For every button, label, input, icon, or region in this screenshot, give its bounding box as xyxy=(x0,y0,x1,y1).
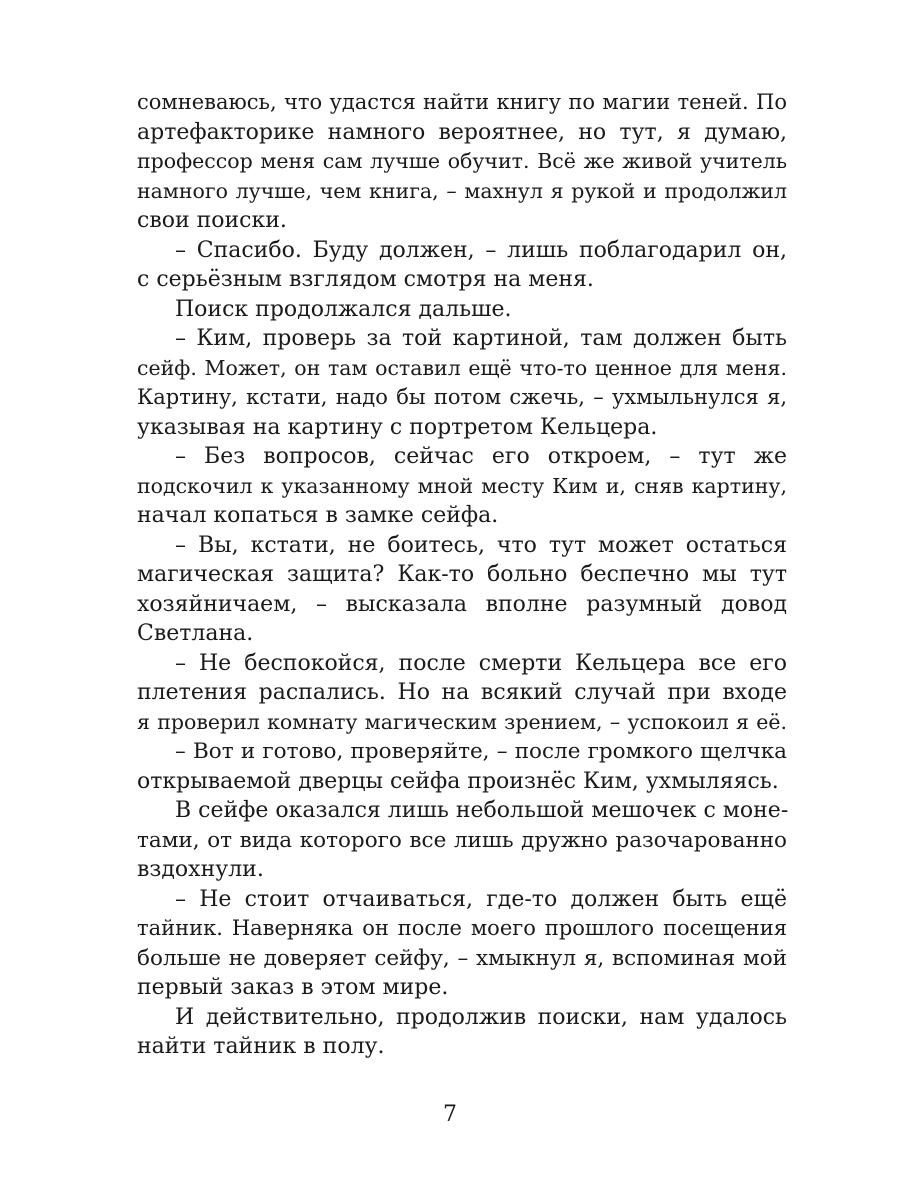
text-line: – Без вопросов, сейчас его откроем, – тут же xyxy=(175,444,787,469)
text-line: намного лучше, чем книга, – махнул я рукой и продолжил xyxy=(137,178,787,203)
text-line: с серьёзным взглядом смотря на меня. xyxy=(137,267,594,292)
text-line: Светлана. xyxy=(137,621,254,646)
text-line: плетения распались. Но на всякий случай при входе xyxy=(137,680,787,705)
text-line: Картину, кстати, надо бы потом сжечь, – ухмыльнулся я, xyxy=(137,385,787,409)
text-line: тами, от вида которого все лишь дружно разочарованно xyxy=(137,827,787,853)
text-line: магическая защита? Как-то больно беспечно мы тут xyxy=(137,562,787,587)
text-line: я проверил комнату магическим зрением, – успокоил я её. xyxy=(137,709,787,734)
text-line: И действительно, продолжив поиски, нам удалось xyxy=(175,1004,787,1030)
text-line: тайник. Наверняка он после моего прошлого посещения xyxy=(137,916,787,940)
text-line: – Ким, проверь за той картиной, там должен быть xyxy=(175,326,787,351)
text-line: найти тайник в полу. xyxy=(137,1034,385,1059)
text-line: – Не стоит отчаиваться, где-то должен быть ещё xyxy=(175,886,787,912)
text-line: больше не доверяет сейфу, – хмыкнул я, вспоминая мой xyxy=(137,945,787,971)
text-line: начал копаться в замке сейфа. xyxy=(137,503,499,528)
text-line: Поиск продолжался дальше. xyxy=(175,296,512,322)
text-line: – Вы, кстати, не боитесь, что тут может остаться xyxy=(175,532,787,558)
text-line: В сейфе оказался лишь небольшой мешочек с моне- xyxy=(175,798,789,823)
text-line: – Спасибо. Буду должен, – лишь поблагодарил он, xyxy=(175,237,787,263)
text-line: сомневаюсь, что удастся найти книгу по магии теней. По xyxy=(137,90,787,114)
text-line: вздохнули. xyxy=(137,857,264,882)
text-line: хозяйничаем, – высказала вполне разумный довод xyxy=(137,591,787,617)
text-line: сейф. Может, он там оставил ещё что-то ценное для меня. xyxy=(137,355,787,380)
text-line: подскочил к указанному мной месту Ким и, сняв картину, xyxy=(137,473,787,498)
body-text xyxy=(137,88,787,1062)
text-line: артефакторике намного вероятнее, но тут, я думаю, xyxy=(137,119,787,145)
text-line: свои поиски. xyxy=(137,208,287,233)
text-line: открываемой дверцы сейфа произнёс Ким, ухмыляясь. xyxy=(137,768,779,794)
text-line: первый заказ в этом мире. xyxy=(137,975,449,1000)
text-line: – Вот и готово, проверяйте, – после громкого щелчка xyxy=(175,739,787,764)
text-line: профессор меня сам лучше обучит. Всё же живой учитель xyxy=(137,149,787,173)
page-number: 7 xyxy=(443,1102,457,1127)
text-line: указывая на картину с портретом Кельцера. xyxy=(137,414,658,440)
text-line: – Не беспокойся, после смерти Кельцера все его xyxy=(175,650,787,676)
